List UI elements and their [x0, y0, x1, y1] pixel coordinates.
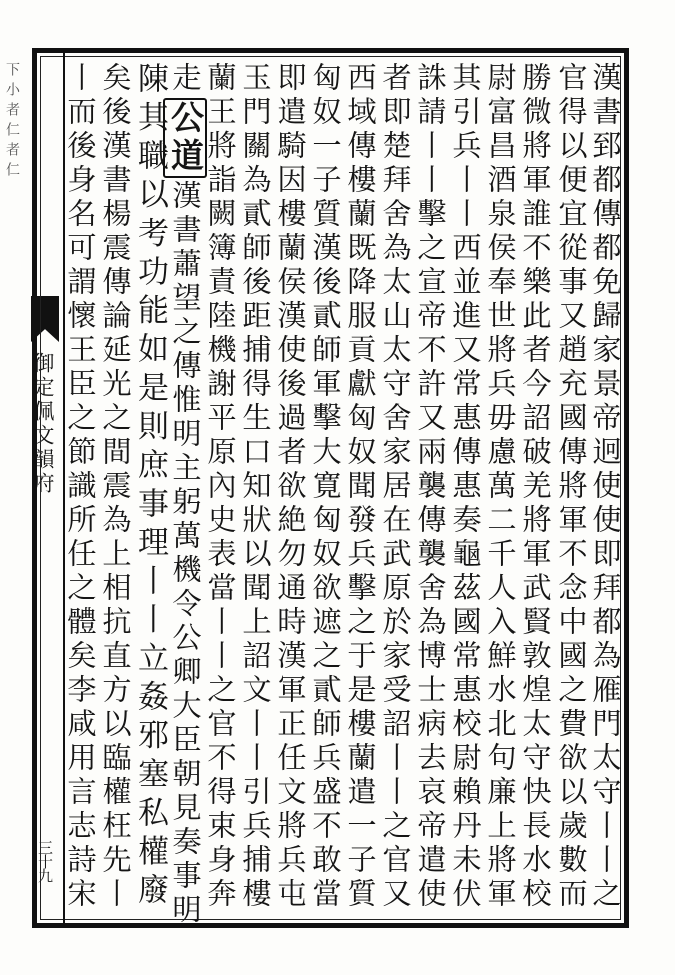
- column-text: 矣後漢書楊震傳論延光之間震為上相抗直方以臨權枉先丨: [98, 62, 132, 912]
- column-text: 漢書蕭望之傳惟明主躬萬機令公卿大臣朝見奏事明: [168, 179, 202, 928]
- column-text: 漢書郅都傳都免歸家景帝迥使使即拜都為雁門太守丨丨之: [588, 62, 622, 912]
- page-number: 三十九: [36, 840, 54, 882]
- column-text: 誅請丨丨擊之宣帝不許又兩襲傳襲舍為博士病去哀帝遣使: [413, 62, 447, 912]
- column-text: 丨而後身名可謂懷王臣之節識所任之體矣李咸用言志詩宋: [63, 62, 97, 912]
- column-text: 匈奴一子質漢後貳師軍擊大寛匈奴欲遮之貳師兵盛不敢當: [308, 62, 342, 912]
- column-text: 其引兵丨丨西並進又常惠傳惠奏龜茲國常惠校尉賴丹未伏: [448, 62, 482, 912]
- text-columns: [65, 48, 628, 928]
- column-text: 玉門關為貳師後距捕得生口知狀以聞上詔文丨丨引兵捕樓: [238, 62, 272, 912]
- head-word: 公道: [163, 98, 207, 178]
- column-text: 者即楚拜舍為太山太守舍家居在武原於家受詔丨丨之官又: [378, 62, 412, 912]
- book-title: 御定佩文韻府: [31, 352, 55, 496]
- column-text: 走: [168, 62, 202, 96]
- column-text: 官得以便宜從事又趙充國傳將軍不念中國之費欲以歲數而: [554, 62, 588, 912]
- column-text: 即遣騎因樓蘭侯漢使後過者欲絶勿通時漢軍正任文將兵屯: [273, 62, 307, 912]
- column-text: 尉富昌酒泉侯奉世將兵毋慮萬二千人入鮮水北句廉上將軍: [483, 62, 517, 912]
- column-text: 陳其職以考功能如是則庶事理丨丨立姦邪塞私權廢: [132, 62, 168, 912]
- chapter-marker: 下小者仁者仁: [4, 62, 20, 182]
- column-text: 蘭王將詣闕簿責陸機謝平原內史表當丨丨之官不得束身奔: [203, 62, 237, 912]
- column-text: 勝微將軍誰不樂此者今詔破羌將軍武賢敦煌太守快長水校: [518, 62, 552, 912]
- column-text: 西域傳樓蘭既降服貢獻匈奴聞發兵擊之于是樓蘭遣一子質: [343, 62, 377, 912]
- text-column: [57, 48, 103, 928]
